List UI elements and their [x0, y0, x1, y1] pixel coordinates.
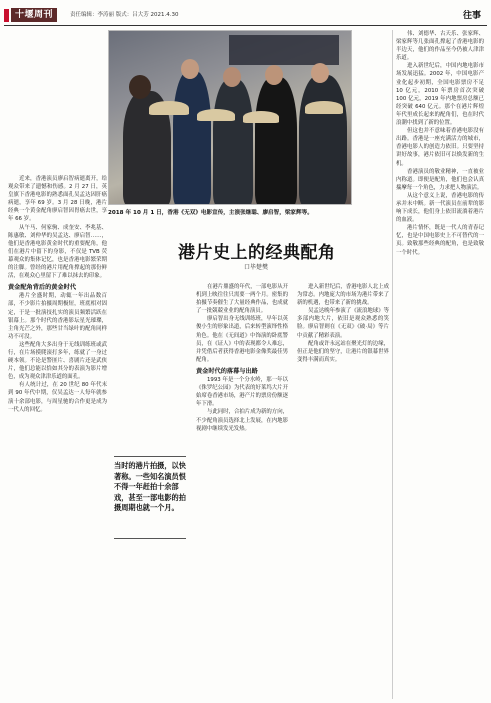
- paragraph: 在港片鼎盛的年代，一部电影从开机到上映往往只需要一两个月。密集的拍摄节奏催生了大量经典作品，也成就了一批兢兢业业的配角演员。: [196, 284, 288, 315]
- photo-money-fan: [305, 101, 343, 114]
- body-column-left: [8, 175, 107, 699]
- masthead: [4, 8, 57, 22]
- photo-person: [311, 63, 329, 83]
- article-headline: 港片史上的经典配角: [178, 243, 336, 263]
- photo-caption: 2018 年 10 月 1 日，香港《无双》电影宣传，主演张继聪、廖启智，梁家辉等。: [108, 210, 313, 216]
- photo-money-fan: [243, 111, 279, 123]
- photo-person: [173, 71, 211, 205]
- paragraph: 进入新世纪后，中国内地电影市场发展迅猛。2002 年，中国电影产业化起步初期，全国电影票房不足 10 亿元，2010 年票房首次突破 100 亿元，2019 年内地票房总额已经突破 640 亿元。那个在港片辉煌年代里成长起来的配角们，也在时代浪潮中找到了新的位置。: [396, 63, 484, 127]
- header-rule: [4, 25, 487, 26]
- paragraph: 伟、刘德华、古天乐、张家辉、梁家辉等几张面孔撑起了香港电影的半边天，他们的作品至今仍被人津津乐道。: [396, 31, 484, 62]
- masthead-accent: [4, 9, 9, 22]
- photo-person: [223, 67, 241, 87]
- photo-money-fan: [149, 101, 189, 115]
- photo-person: [299, 75, 347, 205]
- pull-quote: 当时的港片拍摄，以快著称。一些知名演员恨不得一年赶拍十余部戏，甚至一部电影的拍摄周期也就一个月。: [114, 461, 186, 512]
- article-byline: 口毕楚樊: [244, 264, 269, 271]
- paragraph: 配角或许永远站在聚光灯的边缘，但正是他们的坚守，让港片的银幕世界变得丰满而真实。: [297, 340, 389, 363]
- pull-quote-rule: [114, 538, 186, 539]
- pull-quote-rule: [114, 456, 186, 457]
- paragraph: 香港演员的敬业精神，一直被业内称道。即便是配角，他们也会认真揣摩每一个角色，力求把人物演活。: [396, 168, 484, 191]
- photo-person: [181, 59, 199, 79]
- section-subhead: 黄金配角背后的黄金时代: [8, 284, 77, 292]
- editor-credits: 责任编辑：李涛丽 版式：吕大芳 2021.4.30: [70, 12, 179, 18]
- paragraph: 但这也并不意味着香港电影没有出路。香港是一座充满活力的城市，香港电影人的创造力依旧。只要坚持讲好故事，港片依旧可以焕发新的生机。: [396, 128, 484, 167]
- paragraph: 从午马、何家驹、成奎安、李兆基、陈惠敏、刘仲华的吴孟达、廖启智……，他们是香港电影黄金时代的重要配角，他们在港片中留下的身影，不仅是 TVB 荧幕观众的集体记忆，也是香港电影繁荣期的注脚。曾经的港片用配角撑起的那份鲜活，在观众心里留下了难以抹去的印象。: [8, 224, 107, 280]
- article-photo: [108, 30, 352, 205]
- column-divider: [392, 30, 393, 699]
- paragraph: 这些配角大多出身于无线训练班或武行，在片场摸爬滚打多年，练就了一身过硬本领。不论是警匪片、喜剧片还是武侠片，他们总能以恰如其分的表演为影片增色，成为观众津津乐道的面孔。: [8, 341, 107, 381]
- paragraph: 从这个意义上说，香港电影的传承并未中断。新一代演员在前辈的影响下成长，他们身上依旧流淌着港片的血液。: [396, 192, 484, 224]
- photo-person: [255, 77, 297, 205]
- masthead-title: 十堰周刊: [11, 8, 57, 22]
- body-column-middle-1: [196, 283, 288, 699]
- photo-person: [129, 75, 151, 99]
- paragraph: 港片全盛时期，动辄一年出品数百部，不少影片拍摄周期极短，班底相对固定，于是一批演技扎实的演员频繁活跃在银幕上。那个时代的香港影坛星光璀璨，主角光芒之外，那些甘当绿叶的配角同样功不可没。: [8, 293, 107, 340]
- photo-backdrop-sign: [229, 35, 339, 65]
- paragraph: 有人统计过，在 20 世纪 80 年代末到 90 年代中期，仅吴孟达一人每年就参演十余部电影，与周星驰的合作更是成为一代人的回忆。: [8, 382, 107, 413]
- paragraph: 港片情怀，既是一代人的青春记忆，也是中国电影史上不可替代的一页。致敬那些经典的配角，也是致敬一个时代。: [396, 225, 484, 256]
- photo-person: [265, 65, 283, 85]
- paragraph: 1993 年是一个分水岭，那一年以《侏罗纪公园》为代表的好莱坞大片开始席卷香港市场，港产片的票房份额逐年下滑。: [196, 377, 288, 408]
- section-subhead: 黄金时代的落幕与出路: [196, 367, 258, 375]
- photo-person: [213, 79, 253, 205]
- body-column-right: [396, 30, 484, 699]
- paragraph: 进入新世纪后，香港电影人北上成为常态。内地庞大的市场为港片带来了新的机遇，也带来了新的挑战。: [297, 284, 389, 307]
- paragraph: 近来，香港演员廖启智病逝离开，给观众带来了遗憾和伤感。2 月 27 日，英皇旗下香港电影的熟悉面孔吴孟达因肝癌病逝，享年 69 岁。3 月 28 日晚，港片经典一个黄金配角廖启智因胃癌去世，享年 66 岁。: [8, 176, 107, 223]
- paragraph: 与此同时，合拍片成为新的方向，不少配角演员选择北上发展，在内地影视剧中继续发光发热。: [196, 409, 288, 432]
- paragraph: 吴孟达晚年参演了《流浪地球》等多部内地大片，依旧是观众熟悉的笑脸。廖启智则在《无双》《破·局》等片中贡献了精彩表演。: [297, 308, 389, 339]
- paragraph: 廖启智出身无线训练班，早年以英俊小生的形象出道，后来转型演绎性格角色。他在《无间道》中饰演的卧底警员，在《证人》中的表现都令人难忘，并凭借后者获得香港电影金像奖最佳男配角。: [196, 316, 288, 363]
- body-column-middle-2: [297, 283, 389, 699]
- photo-money-fan: [197, 109, 235, 121]
- section-tag: 往事: [462, 11, 481, 21]
